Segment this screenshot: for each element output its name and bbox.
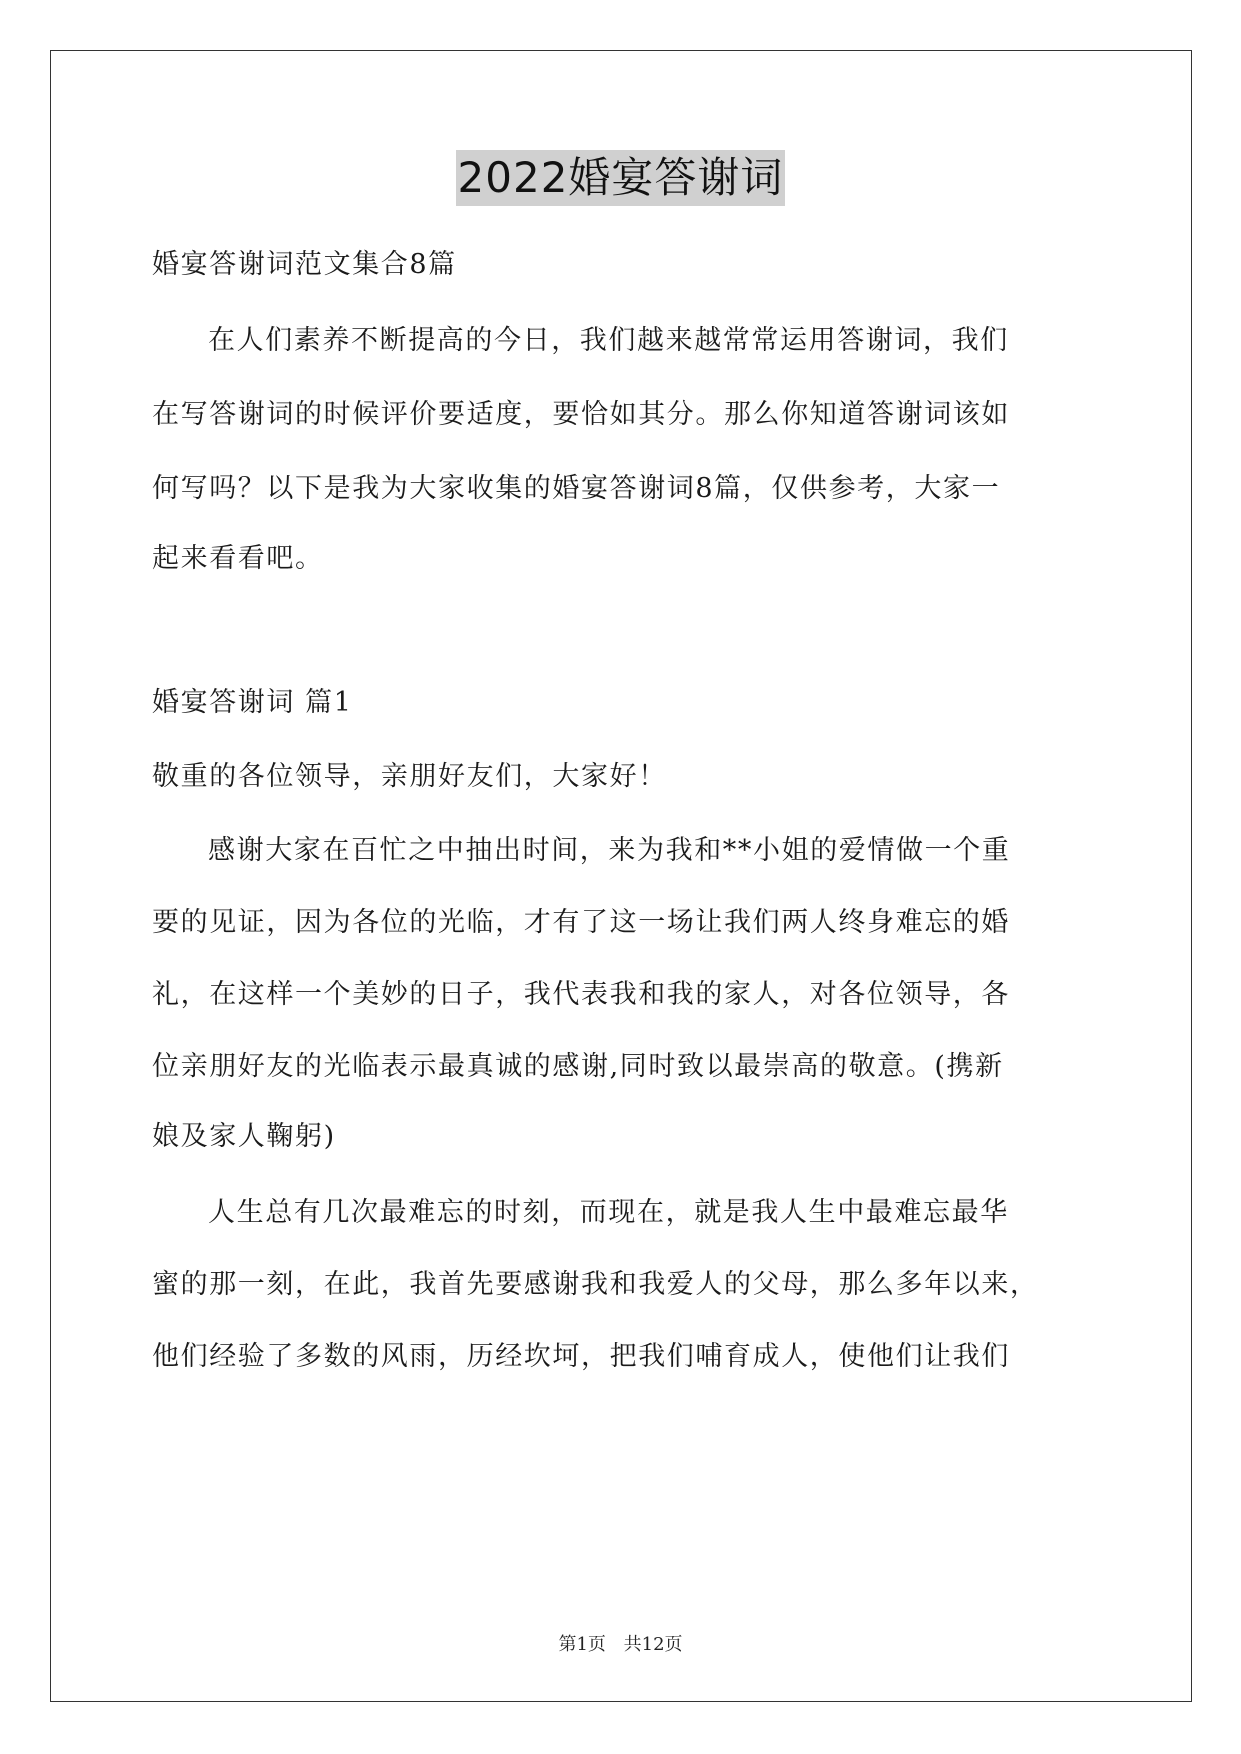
paragraph-line: 位亲朋好友的光临表示最真诚的感谢,同时致以最崇高的敬意。(携新 bbox=[152, 1051, 1004, 1082]
page-number: 第1页 bbox=[558, 1634, 606, 1655]
page-total: 共12页 bbox=[623, 1634, 683, 1655]
page-footer bbox=[0, 1630, 1241, 1656]
intro-line: 在写答谢词的时候评价要适度，要恰如其分。那么你知道答谢词该如 bbox=[152, 399, 1010, 430]
intro-line: 在人们素养不断提高的今日，我们越来越常常运用答谢词，我们 bbox=[208, 325, 1009, 356]
paragraph-line: 娘及家人鞠躬) bbox=[152, 1121, 336, 1152]
paragraph-line: 感谢大家在百忙之中抽出时间，来为我和**小姐的爱情做一个重 bbox=[208, 835, 1011, 866]
intro-line: 何写吗？以下是我为大家收集的婚宴答谢词8篇，仅供参考，大家一 bbox=[152, 473, 1001, 504]
intro-line: 起来看看吧。 bbox=[152, 543, 324, 574]
page-border bbox=[50, 50, 1192, 1702]
subtitle: 婚宴答谢词范文集合8篇 bbox=[152, 249, 457, 280]
section-heading: 婚宴答谢词 篇1 bbox=[152, 687, 353, 718]
paragraph-line: 人生总有几次最难忘的时刻，而现在，就是我人生中最难忘最华 bbox=[208, 1197, 1009, 1228]
paragraph-line: 他们经验了多数的风雨，历经坎坷，把我们哺育成人，使他们让我们 bbox=[152, 1341, 1010, 1372]
title-container bbox=[0, 150, 1241, 206]
paragraph-line: 要的见证，因为各位的光临，才有了这一场让我们两人终身难忘的婚 bbox=[152, 907, 1010, 938]
greeting: 敬重的各位领导，亲朋好友们，大家好！ bbox=[152, 761, 667, 792]
paragraph-line: 蜜的那一刻，在此，我首先要感谢我和我爱人的父母，那么多年以来， bbox=[152, 1269, 1039, 1300]
paragraph-line: 礼，在这样一个美妙的日子，我代表我和我的家人，对各位领导，各 bbox=[152, 979, 1010, 1010]
document-title: 2022婚宴答谢词 bbox=[456, 150, 786, 206]
